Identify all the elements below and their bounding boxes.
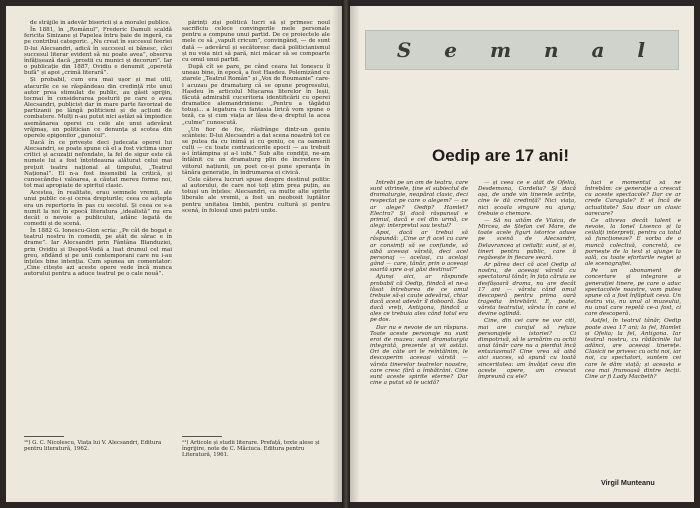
left-page-shadow	[332, 6, 342, 502]
paragraph: Dacă în ce privește deci judecata operei lui Alecsandri, se poate spune că el a fost victima unor critici și acuzații nefondate, la fel de sigur este că numele lui a fost întotdeauna alăturat celui mai prețuit teatru național al timpului, „Teatrul Național”. El n-a fost insensibil la critică, și cunoscându-i valoarea, a căutat mereu forme noi, tot mai apropiate de spiritul clasic.	[24, 139, 172, 190]
book-gutter	[342, 0, 350, 508]
paragraph: luci e momentul să ne întrebăm: ce generație a crescut cu aceste spectacole? Dar ce ar crede Caragiale? E el încă de actualitate? Sau doar un clasic oarecare?	[585, 180, 681, 217]
paragraph: părinți ziși politică lucri să și primesc noul sacrificiu celece convingerile mele personale pentru a compune unui partid. De ce proiectele ale mele ce să „vapult cricum”, convingând, — de sunt dată — adevărul și secătoresc dacă politicianismul și nu voia nici să pară, nici măcar să se compoarte cu omul unui partid.	[182, 20, 330, 63]
paragraph: Ar părea deci că acel Oedip al nostru, de aceeași vârstă cu spectatorul tânăr, în fața căruia se desfășoară drama, nu are decât 17 ani — vârsta când omul descoperă pentru prima oară tragedia întrebării. E, poate, vârsta teatrului, vârsta în care el devine oglindă.	[478, 262, 576, 318]
header-letter: l	[637, 38, 648, 62]
paragraph: Pe un abonament de concertare și integrare a generației tinere, pe care o aduc spectacolele noastre, vom putea spune că a fost înfăptuit ceva. Un teatru viu, nu unul al muzeului, nu unul care repetă ce-a fost, ci care descoperă.	[585, 268, 681, 318]
paragraph: Ajunși aici, ar răspunde probabil că Oedip, fiindcă el ne-a lăsat întrebarea de ce omul trebuie să-și caute adevărul, chiar dacă acest adevăr îl doboară. Sau dacă vreți, Antigona, fiindcă a ales ce trebuia ales când totul era pe dos.	[370, 274, 468, 324]
paragraph: În 1882 G. Ionescu-Gion scria: „Pe cât de bogat e teatrul nostru în comedii, pe atât de sărac e în drame”. Iar Alecsandri prin Fântâna Blanduziei, prin Ovidiu și Despot-Vodă a luat drumul cel mai greu, sfidând și pe unii contemporani care nu i-au înțeles bine intenția. Cum spunea un comentator: „Cine citește azi aceste opere vede încă munca autorului pentru a aduce teatrul pe o cale nouă”.	[24, 228, 172, 278]
right-column-1	[370, 180, 468, 496]
paragraph: — Să nu uităm de Vlaicu, de Mircea, de Ștefan cel Mare, de toate acele figuri istorice aduse pe scenă de Alecsandri, Delavrancea și ceilalți: sunt, și ei, tineri pentru public, care îi regăsește în fiecare seară.	[478, 217, 576, 261]
paragraph: Dar nu e nevoie de un răspuns. Toate aceste personaje nu sunt eroi de muzeu: sunt dramaturgia integrată, prezente și vii astăzi. Ori de câte ori le reîntâlnim, le descoperim aceeași vârstă — vârsta tinerelor teatrelor noastre, care cresc fără a îmbătrâni. Cine sunt aceste spirite eterne? Dar cine a putut să le ucidă?	[370, 324, 468, 386]
section-header-word	[366, 31, 678, 69]
paragraph: După cît se pare, pe când ceara lui Ionescu îl uneau bine, în epocă, a fost Hasdeu. Polemizând cu ziarele „Teatrul Român” și „Vox de Roumanie” care-l acuzau pe dramaturg că se opune progresului, Hasdeu în articolul Mișcarea literelor în Ieșii, făcută admirabil cuceritoria identificării cu operei dramatice alemandriniene: „Pentru a tăgădui totuși... a legatura cu fantasia lirică vom spune o teză, ca și cum viața ar lăsa de-a dreptul la acea „culme” cunoscută.	[182, 64, 330, 126]
left-column-1	[24, 20, 172, 428]
left-column-2	[182, 20, 330, 428]
header-letter: n	[544, 38, 561, 62]
paragraph: Acestea, în realitate, erau semnele vremii, ale unui public ce-și cerea drepturile; ceea ce aștepta era un repertoriu în pas cu secolul. Și ceea ce s-a numit la noi în epocă literatura „idealistă” nu era decât o nevoie a publicului, adânc legată de comedii și de scenă.	[24, 190, 172, 227]
paragraph: Ce altceva decât talent e nevoie, la Ionel Lisenco și la ceilalți interpreți, pentru ca totul să funcționeze? E vorba de o muncă colectivă, concretă, ce pornește de la text și ajunge la sală, cu toate eforturile regiei și ale scenografiei.	[585, 217, 681, 268]
right-page-shadow	[350, 6, 360, 502]
left-page	[6, 6, 342, 502]
author-signature: Virgil Munteanu	[601, 478, 655, 487]
paragraph: Apoi, dacă ar trebui să răspundă: „Cine ar fi acel cu care ar consimți să se confunde, să aibă aceeași vârstă, deci acel personaj — același, cu același gând — care, tânăr, prin o aceeași soartă spre a-și găsi destinul?”	[370, 230, 468, 274]
right-column-3	[585, 180, 681, 474]
article-title: Oedip are 17 ani!	[432, 146, 569, 165]
paragraph: Cine, din cei care ne vor citi, mai are curajul să refuze personajele istoriei? Ci dimpotrivă, să le urmărim cu ochii unui tânăr care nu a pierdut încă entuziasmul? Cine vrea să aibă aici succes, să spună cu toată sinceritatea: am învățat ceva din aceste opere, am crescut împreună cu ele?	[478, 318, 576, 380]
footnote-rule-1	[24, 436, 64, 437]
right-column-2	[478, 180, 576, 496]
paragraph: În 1881, în „Românul”, Frederic Damuli scaldă fericita Sinizane și Papelea întru baie de ingeră, ca pe contribui categoric. „Nu creat în succesul feeriei D-lui Alecsandri, adică în succesul ei bănesc, căci succesul literar evident să nu poate avea”, observa înfățișează dacă „prostii cu munici și decoruri”. Iar o publicație din 1887, Ovidiu e denumit „operetă bufă” și apoi „crimă literară”.	[24, 27, 172, 77]
paragraph: — și ceea ce e atât de Ofelia, Desdemona, Cordelia? Și dacă așa, de unde vin tinerele actrițe, cine le dă credință? Nici viața, nici școala singure nu ajung; trebuie o chemare.	[478, 180, 576, 217]
paragraph: Intrebi pe un om de teatru, care sunt vitrinele, ține el subiectul de dramaturgie, neapărat clasic, deci respectat pe care o alegem? — ce ar alege? Oedip? Hamlet? Electra? Și dacă răspunsul e primul, dacă e cel din urmă, ce alegi: interpretul sau textul?	[370, 180, 468, 230]
header-letter: e	[444, 38, 460, 62]
footnote-2: ¹¹) Articole și studii literare. Prefață, texte alese și îngrijire, note de C. Măciuca. Editura pentru Literatură, 1961.	[182, 440, 320, 458]
paragraph: Cele câteva lucruri spuse despre destinul politic al autorului, de care noi toți știm prea puțin, au totuși un înțeles: Alecsandri, ca multe alte spirite liberale ale vremii, a fost un neobosit luptător pentru unitatea limbii, pentru cultură și pentru scenă, în folosul unei patrii unite.	[182, 176, 330, 214]
header-letter: m	[489, 38, 514, 62]
paragraph: de străjile în adevăr bisericii și a moralei publice.	[30, 20, 171, 26]
header-letter: S	[396, 38, 414, 62]
footnote-rule-2	[182, 436, 222, 437]
header-letter: a	[591, 38, 607, 62]
paragraph: Și probabil, cum era mai ușor și mai util, atacurile ce se răspândeau din credință rite unui autor prea stimulat de public, au găsit sprijin, tocmai în considerarea posturii pe care o avea Alecsandri, publicist dar în mare parte favorizat de partizanii pe lângă politicieni și de acțiuni de combatere. Mulți n-au putut nici astăzi să împiedice asemănarea operei cu cele ale unui adevărat vrăjmaș, un politician ce denunța și scotea din operele epigonilor „gunoiul”.	[24, 77, 172, 139]
footnote-1: ¹⁰) G. C. Nicolescu, Viața lui V. Alecsandri, Editura pentru literatură, 1962.	[24, 440, 162, 452]
paragraph: „Un fior de foc, răsfrânge dintr-un geniu scânteie: D-lui Alecsandri a dat scena noastră tot ce se putea da cu inimă și cu geniu, ce ca oamenii culti — cu toate contrazicerile epocii — au trebuit a-l întâmpina și a-l iubi.” Sub alte condiții, ne-am întâlnit cu un dramaturg plin de încredere în viitorul națiunii, un poet ce-și pune speranța în tânăra generație, în îndrumarea ei civică.	[182, 126, 330, 176]
paragraph: Astfel, în teatrul tânăr, Oedip poate avea 17 ani; la fel, Hamlet și Ofelia; la fel, Antigona. Iar teatrul nostru, cu rădăcinile lui adânci, are aceeași tinerețe. Clasicii ne privesc cu ochi noi, iar noi, ca spectatori, suntem cei care le dăm viață; și aceasta e cea mai frumoasă dintre lecții. Cine ar fi Lady Macbeth?	[585, 318, 681, 380]
section-header-band	[365, 30, 679, 70]
